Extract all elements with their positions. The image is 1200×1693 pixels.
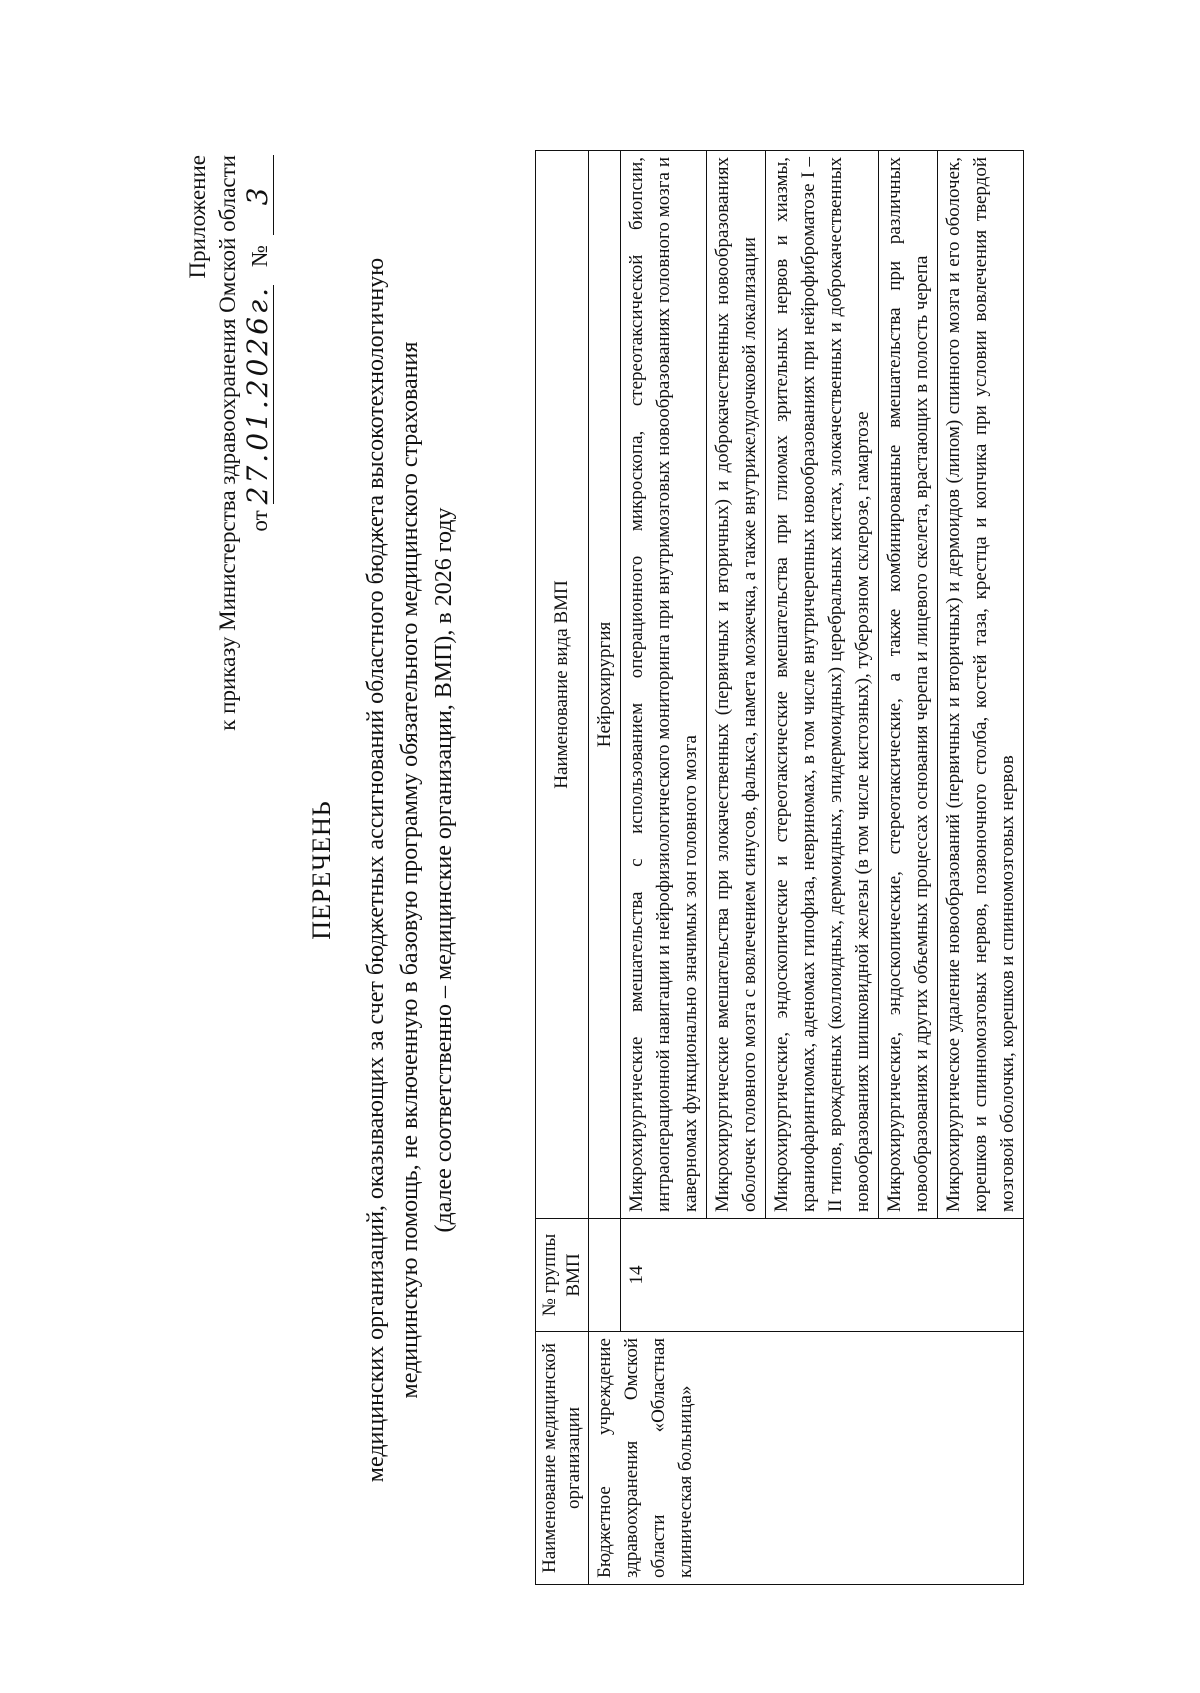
approval-block [183, 155, 275, 731]
title-line-3: (далее соответственно – медицинские организации, ВМП), в 2026 году [431, 507, 457, 1233]
header-org: Наименование медицинской организации [536, 1332, 589, 1585]
group-number-cell: 14 [621, 1219, 1024, 1332]
document-title [305, 115, 461, 1625]
order-reference: к приказу Министерства здравоохранения Омской области [215, 155, 240, 731]
handwritten-date: 27.01.2026г. [241, 284, 274, 505]
vmp-type-cell: Микрохирургические, эндоскопические, стереотаксические, а также комбинированные вмешательства при различных новообразованиях и других объемных процессах основания черепа и лицевого скелета, врастающих в полость черепа [879, 151, 938, 1219]
title-line-2: медицинскую помощь, не включенную в базовую программу обязательного медицинского страхования [397, 341, 423, 1399]
table-header-row [536, 151, 589, 1585]
handwritten-number: 3 [243, 155, 274, 235]
order-date-number-line [243, 155, 275, 731]
number-label: № [247, 245, 272, 267]
header-type: Наименование вида ВМП [536, 151, 589, 1219]
rotated-sheet [165, 115, 1065, 1625]
vmp-type-cell: Микрохирургические вмешательства при злокачественных (первичных и вторичных) и доброкачественных новообразованиях оболочек головного мозга с вовлечением синусов, фалькса, намета мозжечка, а также внутрижелудочковой локализации [707, 151, 766, 1219]
appendix-label: Приложение [185, 155, 210, 279]
vmp-table [535, 150, 1024, 1585]
section-row [589, 151, 621, 1585]
org-name-cell: Бюджетное учреждение здравоохранения Омской области «Областная клиническая больница» [589, 1332, 1024, 1585]
title-line-1: медицинских организаций, оказывающих за счет бюджетных ассигнований областного бюджета высокотехнологичную [363, 257, 389, 1483]
section-empty-cell [589, 1219, 621, 1332]
title-heading: ПЕРЕЧЕНЬ [307, 800, 336, 940]
vmp-type-cell: Микрохирургические вмешательства с использованием операционного микроскопа, стереотаксической биопсии, интраоперационной навигации и нейрофизиологического мониторинга при внутримозговых новообразованиях головного мозга и каверномах функционально значимых зон головного мозга [621, 151, 707, 1219]
section-title: Нейрохирургия [589, 151, 621, 1219]
vmp-type-cell: Микрохирургическое удаление новообразований (первичных и вторичных) и дермоидов (липом) спинного мозга и его оболочек, корешков и спинномозговых нервов, позвоночного столба, костей таза, крестца и копчика при условии вовлечения твердой мозговой оболочки, корешков и спинномозговых нервов [938, 151, 1024, 1219]
vmp-type-cell: Микрохирургические, эндоскопические и стереотаксические вмешательства при глиомах зрительных нервов и хиазмы, краниофарингиомах, аденомах гипофиза, невриномах, в том числе внутричерепных новообразованиях при нейрофиброматозе I – II типов, врожденных (коллоидных, дермоидных, эпидермоидных) церебральных кистах, злокачественных и доброкачественных новообразованиях шишковидной железы (в том числе кистозных), туберозном склерозе, гамартозе [766, 151, 879, 1219]
header-group: № группы ВМП [536, 1219, 589, 1332]
from-label: от [247, 510, 272, 532]
